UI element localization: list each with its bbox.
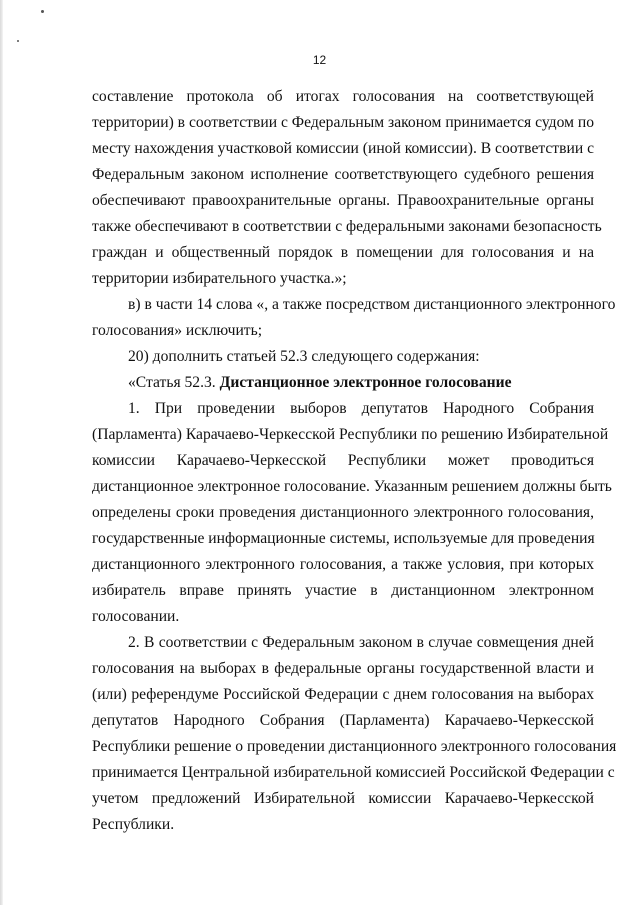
article-title: Дистанционное электронное голосование: [219, 374, 512, 391]
text-line: составление протокола об итогах голосования на соответствующей: [92, 88, 594, 105]
text-line: Республики решение о проведении дистанционного электронного голосования: [92, 738, 617, 755]
document-body: [92, 84, 617, 838]
text-line: Федеральным законом исполнение соответствующего судебного решения: [92, 166, 594, 183]
article-heading: [92, 370, 594, 396]
text-line: месту нахождения участковой комиссии (иной комиссии). В соответствии с: [92, 140, 594, 157]
text-line: комиссии Карачаево-Черкесской Республики может проводиться: [92, 452, 594, 469]
text-line: (Парламента) Карачаево-Черкесской Республики по решению Избирательной: [92, 426, 609, 443]
text-line: (или) референдуме Российской Федерации с днем голосования на выборах: [92, 686, 594, 703]
page-number: 12: [312, 53, 327, 67]
text-line: голосования на выборах в федеральные органы государственной власти и: [92, 660, 594, 677]
paragraph-start-line: 20) дополнить статьей 52.3 следующего содержания:: [128, 348, 480, 365]
text-line: граждан и общественный порядок в помещении для голосования и на: [92, 244, 594, 261]
text-line: государственные информационные системы, используемые для проведения: [92, 530, 595, 547]
article-number: «Статья 52.3.: [128, 374, 220, 391]
text-line: дистанционное электронное голосование. Указанным решением должны быть: [92, 478, 612, 495]
text-line: обеспечивают правоохранительные органы. Правоохранительные органы: [92, 192, 594, 209]
text-line: голосовании.: [92, 608, 180, 625]
text-line: дистанционного электронного голосования, а также условия, при которых: [92, 556, 594, 573]
paragraph-start-line: в) в части 14 слова «, а также посредством дистанционного электронного: [128, 296, 616, 313]
paragraph-start-line: 2. В соответствии с Федеральным законом в случае совмещения дней: [128, 634, 594, 651]
text-line: избиратель вправе принять участие в дистанционном электронном: [92, 582, 594, 599]
text-line: территории избирательного участка.»;: [92, 270, 347, 287]
text-line: голосования» исключить;: [92, 322, 263, 339]
paragraph-start-line: 1. При проведении выборов депутатов Народного Собрания: [128, 400, 594, 417]
text-line: определены сроки проведения дистанционного электронного голосования,: [92, 504, 594, 521]
text-line: также обеспечивают в соответствии с федеральными законами безопасность: [92, 218, 602, 235]
scan-speck: [17, 40, 19, 42]
text-line: учетом предложений Избирательной комиссии Карачаево-Черкесской: [92, 790, 594, 807]
scan-edge: [0, 0, 3, 905]
text-line: принимается Центральной избирательной комиссией Российской Федерации с: [92, 764, 615, 781]
text-line: депутатов Народного Собрания (Парламента) Карачаево-Черкесской: [92, 712, 594, 729]
text-line: Республики.: [92, 816, 175, 833]
scan-speck: [41, 10, 44, 13]
text-line: территории) в соответствии с Федеральным законом принимается судом по: [92, 114, 594, 131]
